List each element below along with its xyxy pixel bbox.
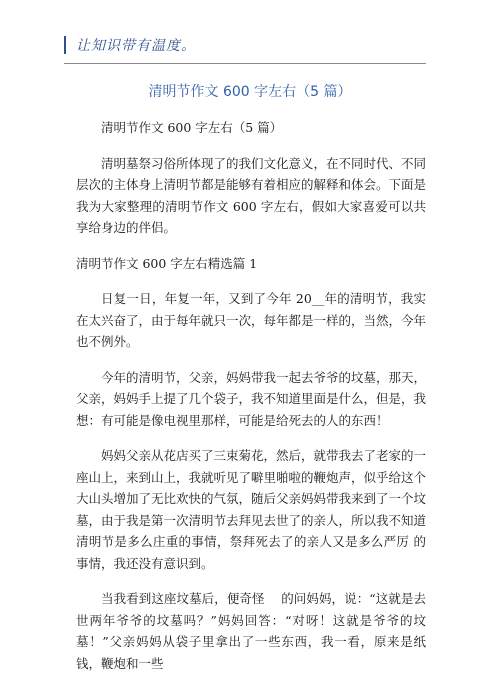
subtitle-paragraph: 清明节作文 600 字左右（5 篇） [101,120,283,135]
header-accent-bar [64,36,66,54]
document-title: 清明节作文 600 字左右（5 篇） [148,84,352,100]
document-body [76,117,426,688]
body-paragraph: 当我看到这座坟墓后，便奇怪 的问妈妈，说：“这就是去世两年爷爷的坟墓吗？”妈妈回答：“对呀！这就是爷爷的坟墓！”父亲妈妈从袋子里拿出了一些东西，我一看，原来是纸钱，鞭炮和一些 [76,591,426,671]
body-paragraph: 妈妈父亲从花店买了三束菊花，然后，就带我去了老家的一座山上，来到山上，我就听见了噼里啪啦的鞭炮声，似乎给这个大山头增加了无比欢快的气氛，随后父亲妈妈带我来到了一个坟墓，由于我是第一次清明节去拜见去世了的亲人，所以我不知道清明节是多么庄重的事情，祭拜死去了的亲人又是多么严厉 的事情，我还没有意识到。 [76,448,427,571]
body-paragraph: 日复一日，年复一年，又到了今年 20__年的清明节，我实在太兴奋了，由于每年就只一次，每年都是一样的，当然，今年也不例外。 [76,291,427,349]
body-paragraph: 今年的清明节，父亲，妈妈带我一起去爷爷的坟墓，那天，父亲，妈妈手上提了几个袋子，我不知道里面是什么，但是，我想：有可能是像电视里那样，可能是给死去的人的东西！ [76,369,427,428]
intro-paragraph: 清明墓祭习俗所体现了的我们文化意义，在不同时代、不同层次的主体身上清明节都是能够有着相应的解释和体会。下面是我为大家整理的清明节作文 600 字左右，假如大家喜爱可以共享给身边的伴侣。 [76,155,427,235]
header-divider [64,63,426,64]
section-heading: 清明节作文 600 字左右精选篇 1 [76,255,258,271]
page-header [64,34,196,56]
header-slogan: 让知识带有温度。 [76,38,196,54]
